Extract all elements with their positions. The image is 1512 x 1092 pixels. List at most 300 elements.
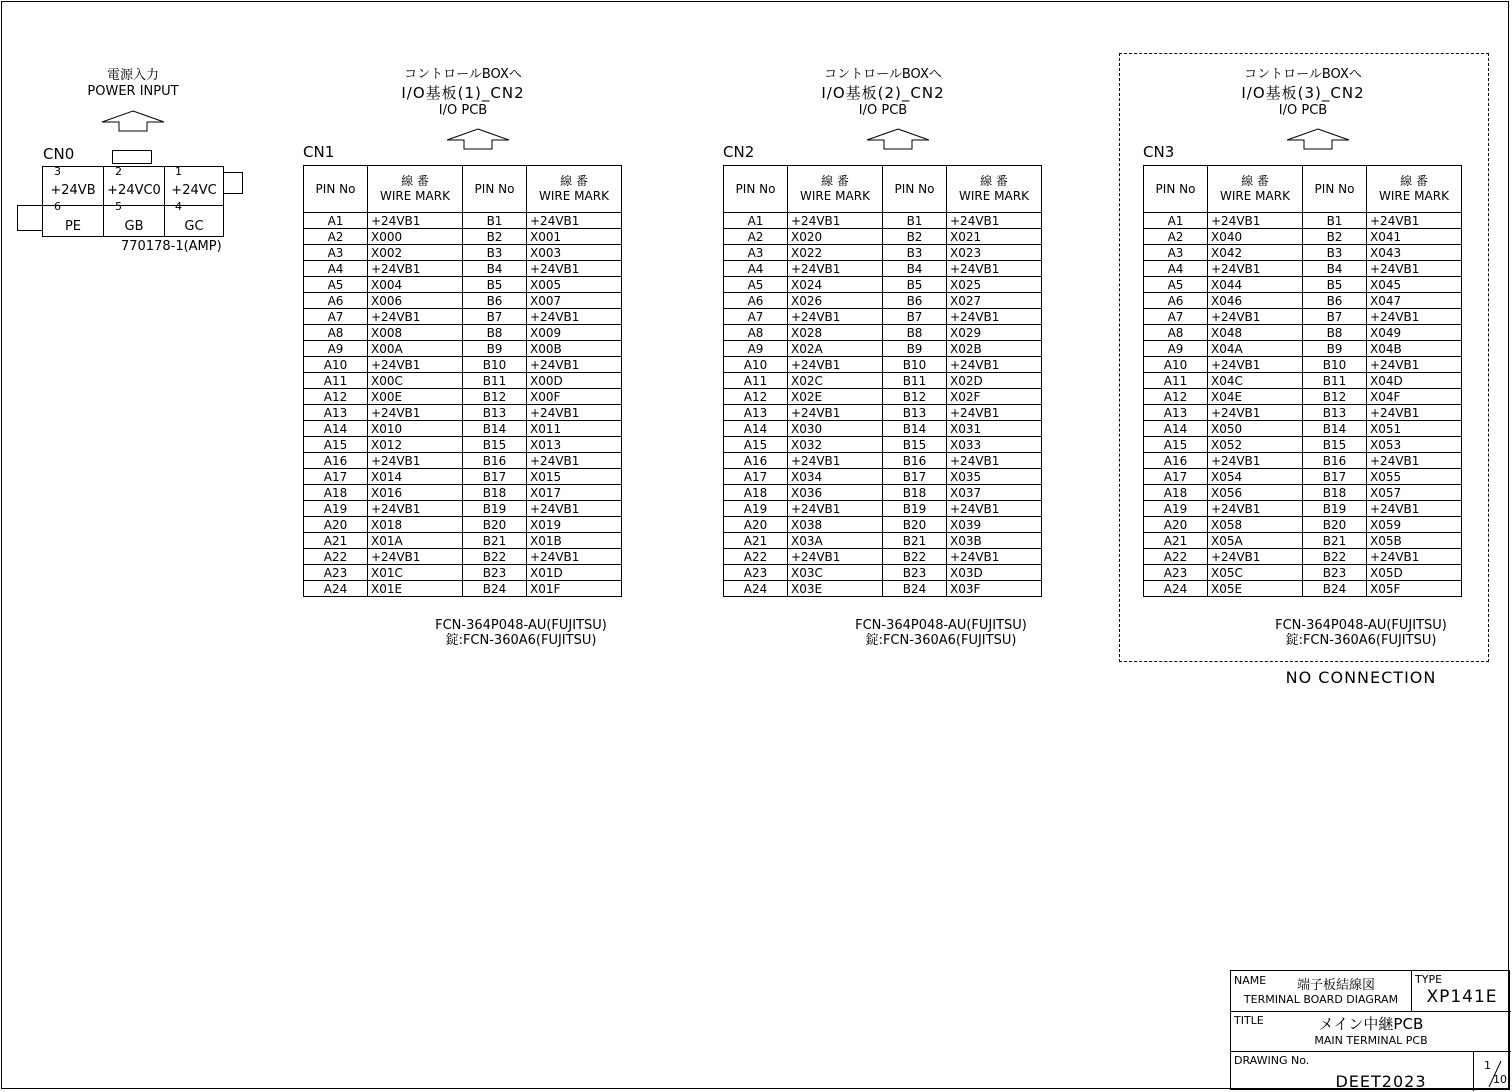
pin-cell: B9 [463, 341, 527, 357]
pin-cell: B17 [1303, 469, 1367, 485]
pin-num: 3 [54, 165, 61, 178]
header-wire-jp: 線 番 [1241, 174, 1269, 188]
pin-cell: B6 [1303, 293, 1367, 309]
pin-label: +24VC0 [107, 183, 161, 198]
wire-cell: X039 [947, 517, 1042, 533]
header-wire-mark [1208, 166, 1303, 213]
sheet-total: 10 [1493, 1073, 1507, 1086]
wire-cell: X022 [788, 245, 883, 261]
pin-cell: B23 [1303, 565, 1367, 581]
table-row [1144, 261, 1462, 277]
pin-table [1143, 165, 1462, 597]
wire-cell: +24VB1 [527, 453, 622, 469]
wire-cell: +24VB1 [527, 309, 622, 325]
table-row [724, 533, 1042, 549]
header-pin-no: PIN No [883, 166, 947, 213]
pin-cell: A15 [724, 437, 788, 453]
divider [1473, 1051, 1474, 1091]
pin-cell: A22 [724, 549, 788, 565]
wire-cell: X04E [1208, 389, 1303, 405]
pin-cell: A18 [724, 485, 788, 501]
wire-cell: +24VB1 [788, 213, 883, 229]
table-row [724, 517, 1042, 533]
pin-cell: A17 [724, 469, 788, 485]
wire-cell: X037 [947, 485, 1042, 501]
pin-label: +24VB [50, 183, 96, 198]
pin-cell: B23 [883, 565, 947, 581]
wire-cell: +24VB1 [788, 501, 883, 517]
pin-cell: B2 [883, 229, 947, 245]
table-row [724, 389, 1042, 405]
pin-cell: A20 [304, 517, 368, 533]
table-row [724, 229, 1042, 245]
wire-cell: X058 [1208, 517, 1303, 533]
table-row [304, 437, 622, 453]
pin-cell: A8 [1144, 325, 1208, 341]
pin-cell: A18 [1144, 485, 1208, 501]
wire-cell: X03F [947, 581, 1042, 597]
wire-cell: +24VB1 [368, 501, 463, 517]
pin-cell: B18 [883, 485, 947, 501]
wire-cell: X019 [527, 517, 622, 533]
wire-cell: +24VB1 [1208, 405, 1303, 421]
header-wire-mark [1367, 166, 1462, 213]
pin-cell: B21 [883, 533, 947, 549]
connector-label: CN2 [723, 143, 755, 161]
table-row [1144, 341, 1462, 357]
header-wire-en: WIRE MARK [539, 189, 609, 203]
connector-label: CN1 [303, 143, 335, 161]
pin-cell: B23 [463, 565, 527, 581]
header-wire-en: WIRE MARK [959, 189, 1029, 203]
pin-num: 5 [115, 200, 122, 213]
wire-cell: X00C [368, 373, 463, 389]
pin-cell: B12 [463, 389, 527, 405]
wire-cell: +24VB1 [368, 357, 463, 373]
header-wire-en: WIRE MARK [800, 189, 870, 203]
table-row [1144, 405, 1462, 421]
wire-cell: +24VB1 [368, 309, 463, 325]
destination-line-2: I/O基板(2)_CN2 [821, 84, 945, 102]
wire-cell: X044 [1208, 277, 1303, 293]
pin-cell: A2 [724, 229, 788, 245]
wire-cell: X012 [368, 437, 463, 453]
pin-cell: B3 [883, 245, 947, 261]
pin-cell: B13 [1303, 405, 1367, 421]
table-header-row [304, 166, 622, 213]
pin-cell: A13 [724, 405, 788, 421]
table-row [1144, 437, 1462, 453]
pin-cell: A7 [304, 309, 368, 325]
header-pin-no: PIN No [1144, 166, 1208, 213]
wire-cell: X032 [788, 437, 883, 453]
pin-cell: A3 [1144, 245, 1208, 261]
pin-cell: B13 [883, 405, 947, 421]
wire-cell: X040 [1208, 229, 1303, 245]
pin-cell: B20 [883, 517, 947, 533]
destination-line-2: I/O基板(3)_CN2 [1241, 84, 1365, 102]
wire-cell: +24VB1 [1208, 261, 1303, 277]
wire-cell: +24VB1 [788, 309, 883, 325]
type-label: TYPE [1415, 973, 1443, 986]
pin-cell: B3 [1303, 245, 1367, 261]
wire-cell: X009 [527, 325, 622, 341]
wire-cell: X01C [368, 565, 463, 581]
table-row [1144, 581, 1462, 597]
pin-cell: A15 [304, 437, 368, 453]
pin-cell: B12 [883, 389, 947, 405]
wire-cell: +24VB1 [947, 549, 1042, 565]
wire-cell: +24VB1 [1367, 261, 1462, 277]
up-arrow-icon [446, 128, 510, 150]
wire-cell: +24VB1 [788, 261, 883, 277]
wire-cell: +24VB1 [1208, 357, 1303, 373]
pin-cell: A3 [724, 245, 788, 261]
pin-cell: B7 [1303, 309, 1367, 325]
table-row [724, 341, 1042, 357]
pin-cell: B22 [1303, 549, 1367, 565]
pin-table [723, 165, 1042, 597]
pin-cell: B22 [463, 549, 527, 565]
connector-label: CN3 [1143, 143, 1175, 161]
wire-cell: X007 [527, 293, 622, 309]
wire-cell: X033 [947, 437, 1042, 453]
wire-cell: +24VB1 [1367, 549, 1462, 565]
header-wire-mark [368, 166, 463, 213]
table-row [304, 581, 622, 597]
wire-cell: +24VB1 [527, 501, 622, 517]
pin-cell: B5 [883, 277, 947, 293]
drawing-value: DEET2023 [1335, 1072, 1427, 1091]
drawing-label: DRAWING No. [1234, 1054, 1310, 1067]
pin-cell: A23 [1144, 565, 1208, 581]
wire-cell: X00E [368, 389, 463, 405]
wire-cell: X055 [1367, 469, 1462, 485]
table-row [1144, 421, 1462, 437]
table-row [304, 405, 622, 421]
table-row [1144, 293, 1462, 309]
pin-cell: A5 [1144, 277, 1208, 293]
wire-cell: X018 [368, 517, 463, 533]
header-wire-jp: 線 番 [560, 174, 588, 188]
pin-cell: A4 [304, 261, 368, 277]
wire-cell: X02A [788, 341, 883, 357]
pin-cell: A14 [304, 421, 368, 437]
wire-cell: X015 [527, 469, 622, 485]
table-row [304, 213, 622, 229]
pin-cell: B8 [1303, 325, 1367, 341]
wire-cell: X010 [368, 421, 463, 437]
pin-cell: B14 [883, 421, 947, 437]
wire-cell: +24VB1 [527, 261, 622, 277]
table-row [304, 421, 622, 437]
wire-cell: X025 [947, 277, 1042, 293]
pin-cell: A5 [724, 277, 788, 293]
pin-cell: B6 [463, 293, 527, 309]
pin-cell: A24 [724, 581, 788, 597]
table-row [304, 245, 622, 261]
divider [1411, 971, 1412, 1011]
wire-cell: +24VB1 [788, 549, 883, 565]
wire-cell: +24VB1 [1367, 405, 1462, 421]
pin-num: 6 [54, 200, 61, 213]
wire-cell: +24VB1 [1367, 453, 1462, 469]
wire-cell: X01D [527, 565, 622, 581]
wire-cell: X05D [1367, 565, 1462, 581]
wire-cell: +24VB1 [368, 549, 463, 565]
up-arrow-icon [101, 110, 165, 132]
pin-cell: B4 [1303, 261, 1367, 277]
table-row [304, 517, 622, 533]
pin-cell: A6 [1144, 293, 1208, 309]
wire-cell: X05A [1208, 533, 1303, 549]
pin-cell: A20 [1144, 517, 1208, 533]
pin-cell: A24 [1144, 581, 1208, 597]
part-number: FCN-364P048-AU(FUJITSU) [435, 618, 607, 633]
pin-cell: B5 [1303, 277, 1367, 293]
pin-cell: B11 [463, 373, 527, 389]
wire-cell: X030 [788, 421, 883, 437]
wire-cell: X050 [1208, 421, 1303, 437]
wire-cell: X04C [1208, 373, 1303, 389]
pin-cell: B16 [463, 453, 527, 469]
title-label: TITLE [1234, 1014, 1264, 1027]
wire-cell: +24VB1 [947, 357, 1042, 373]
power-heading-en: POWER INPUT [87, 84, 179, 99]
pin-cell: B2 [463, 229, 527, 245]
wire-cell: X05B [1367, 533, 1462, 549]
table-row [724, 501, 1042, 517]
name-label: NAME [1234, 974, 1267, 987]
table-row [724, 581, 1042, 597]
wire-cell: X017 [527, 485, 622, 501]
wire-cell: X038 [788, 517, 883, 533]
header-wire-jp: 線 番 [401, 174, 429, 188]
wire-cell: X011 [527, 421, 622, 437]
wire-cell: X03B [947, 533, 1042, 549]
pin-cell: A8 [304, 325, 368, 341]
pin-num: 1 [175, 165, 182, 178]
header-wire-en: WIRE MARK [1379, 189, 1449, 203]
pin-cell: B21 [1303, 533, 1367, 549]
wire-cell: X049 [1367, 325, 1462, 341]
table-row [1144, 501, 1462, 517]
pin-cell: A5 [304, 277, 368, 293]
pin-cell: A3 [304, 245, 368, 261]
wire-cell: +24VB1 [1208, 501, 1303, 517]
wire-cell: +24VB1 [1367, 357, 1462, 373]
pin-cell: A2 [1144, 229, 1208, 245]
pin-cell: A1 [304, 213, 368, 229]
pin-cell: B21 [463, 533, 527, 549]
destination-line-1: コントロールBOXへ [824, 67, 942, 82]
header-wire-en: WIRE MARK [1220, 189, 1290, 203]
pin-cell: B1 [883, 213, 947, 229]
pin-cell: A16 [1144, 453, 1208, 469]
wire-cell: X000 [368, 229, 463, 245]
title-en: MAIN TERMINAL PCB [1314, 1034, 1428, 1047]
wire-cell: +24VB1 [527, 405, 622, 421]
wire-cell: +24VB1 [1208, 549, 1303, 565]
pin-cell: B18 [463, 485, 527, 501]
pin-cell: A22 [304, 549, 368, 565]
wire-cell: X01A [368, 533, 463, 549]
side-tab [223, 172, 243, 194]
table-header-row [1144, 166, 1462, 213]
wire-cell: X02B [947, 341, 1042, 357]
table-row [304, 389, 622, 405]
pin-cell: B13 [463, 405, 527, 421]
wire-cell: X02F [947, 389, 1042, 405]
header-wire-jp: 線 番 [821, 174, 849, 188]
table-row [1144, 357, 1462, 373]
pin-cell: A20 [724, 517, 788, 533]
no-connection-note: NO CONNECTION [1285, 668, 1437, 687]
pin-cell: A18 [304, 485, 368, 501]
table-row [304, 261, 622, 277]
wire-cell: X03C [788, 565, 883, 581]
wire-cell: +24VB1 [947, 453, 1042, 469]
wire-cell: +24VB1 [1367, 501, 1462, 517]
wire-cell: +24VB1 [368, 405, 463, 421]
destination-line-2: I/O基板(1)_CN2 [401, 84, 525, 102]
pin-cell: A13 [304, 405, 368, 421]
table-header-row [724, 166, 1042, 213]
wire-cell: X014 [368, 469, 463, 485]
wire-cell: X03D [947, 565, 1042, 581]
pin-cell: A22 [1144, 549, 1208, 565]
pin-label: GC [184, 219, 204, 234]
wire-cell: X001 [527, 229, 622, 245]
wire-cell: +24VB1 [1208, 309, 1303, 325]
pin-cell: B4 [463, 261, 527, 277]
pin-cell: B4 [883, 261, 947, 277]
pin-cell: A9 [304, 341, 368, 357]
power-heading-jp: 電源入力 [106, 68, 159, 83]
wire-cell: +24VB1 [1208, 213, 1303, 229]
pin-cell: A19 [304, 501, 368, 517]
table-row [1144, 485, 1462, 501]
wire-cell: +24VB1 [788, 453, 883, 469]
pin-cell: A21 [1144, 533, 1208, 549]
pin-cell: B9 [883, 341, 947, 357]
pin-cell: B19 [1303, 501, 1367, 517]
pin-cell: A17 [304, 469, 368, 485]
wire-cell: +24VB1 [788, 405, 883, 421]
table-row [304, 277, 622, 293]
wire-cell: +24VB1 [947, 309, 1042, 325]
pin-cell: A10 [724, 357, 788, 373]
pin-cell: A12 [724, 389, 788, 405]
pin-cell: A11 [1144, 373, 1208, 389]
pin-cell: B17 [463, 469, 527, 485]
wire-cell: X054 [1208, 469, 1303, 485]
wire-cell: X02E [788, 389, 883, 405]
pin-cell: A1 [1144, 213, 1208, 229]
pin-cell: B9 [1303, 341, 1367, 357]
table-row [724, 293, 1042, 309]
wire-cell: X00D [527, 373, 622, 389]
wire-cell: X047 [1367, 293, 1462, 309]
table-row [724, 245, 1042, 261]
header-wire-jp: 線 番 [980, 174, 1008, 188]
table-row [304, 309, 622, 325]
wire-cell: X029 [947, 325, 1042, 341]
table-row [724, 277, 1042, 293]
title-block [1230, 970, 1510, 1090]
wire-cell: +24VB1 [947, 501, 1042, 517]
table-row [1144, 533, 1462, 549]
pin-cell: B22 [883, 549, 947, 565]
pin-cell: A21 [724, 533, 788, 549]
wire-cell: X042 [1208, 245, 1303, 261]
wire-cell: X05F [1367, 581, 1462, 597]
wire-cell: +24VB1 [368, 453, 463, 469]
type-value: XP141E [1426, 987, 1498, 1007]
table-row [1144, 213, 1462, 229]
header-wire-mark [947, 166, 1042, 213]
pin-cell: A12 [1144, 389, 1208, 405]
wire-cell: +24VB1 [368, 261, 463, 277]
pin-cell: B24 [1303, 581, 1367, 597]
table-row [304, 453, 622, 469]
table-row [724, 437, 1042, 453]
table-row [304, 293, 622, 309]
wire-cell: X048 [1208, 325, 1303, 341]
pin-cell: B6 [883, 293, 947, 309]
part-number: FCN-364P048-AU(FUJITSU) [1275, 618, 1447, 633]
pin-cell: B14 [463, 421, 527, 437]
table-row [1144, 549, 1462, 565]
wire-cell: X02D [947, 373, 1042, 389]
wire-cell: X05C [1208, 565, 1303, 581]
pin-cell: A7 [724, 309, 788, 325]
wire-cell: X026 [788, 293, 883, 309]
pin-cell: A23 [724, 565, 788, 581]
table-row [1144, 229, 1462, 245]
wire-cell: X020 [788, 229, 883, 245]
wire-cell: X023 [947, 245, 1042, 261]
pin-cell: A7 [1144, 309, 1208, 325]
pin-cell: B16 [1303, 453, 1367, 469]
name-en: TERMINAL BOARD DIAGRAM [1243, 993, 1399, 1006]
wire-cell: X031 [947, 421, 1042, 437]
wire-cell: X005 [527, 277, 622, 293]
header-pin-no: PIN No [463, 166, 527, 213]
pin-table [303, 165, 622, 597]
wire-cell: X00B [527, 341, 622, 357]
pin-cell: B24 [463, 581, 527, 597]
pin-cell: B11 [883, 373, 947, 389]
pin-cell: B2 [1303, 229, 1367, 245]
wire-cell: X035 [947, 469, 1042, 485]
divider [1231, 1051, 1511, 1052]
pin-label: PE [64, 219, 82, 234]
table-row [724, 485, 1042, 501]
wire-cell: X046 [1208, 293, 1303, 309]
cn0-label: CN0 [43, 145, 75, 163]
wire-cell: X045 [1367, 277, 1462, 293]
part-number: FCN-364P048-AU(FUJITSU) [855, 618, 1027, 633]
pin-cell: A11 [724, 373, 788, 389]
pin-cell: B15 [883, 437, 947, 453]
table-row [304, 373, 622, 389]
wire-cell: X002 [368, 245, 463, 261]
pin-cell: B20 [463, 517, 527, 533]
pin-cell: A21 [304, 533, 368, 549]
wire-cell: X003 [527, 245, 622, 261]
lock-part-number: 錠:FCN-360A6(FUJITSU) [865, 633, 1017, 648]
